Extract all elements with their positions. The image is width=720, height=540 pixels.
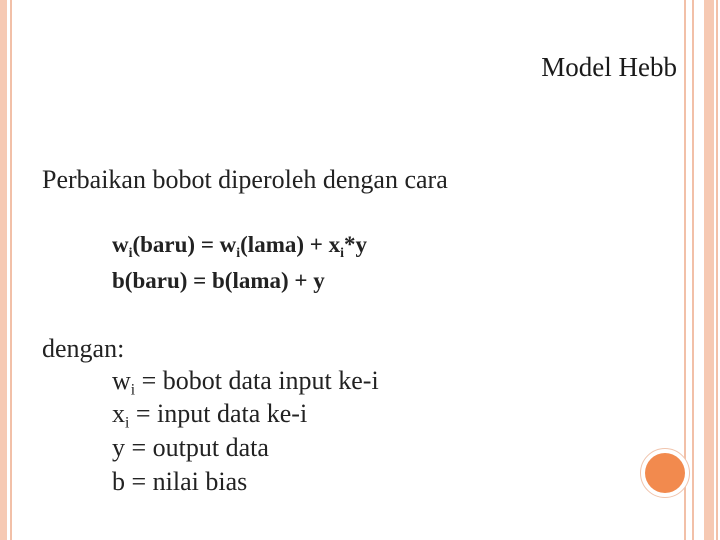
definition-text: = input data ke-i xyxy=(129,399,308,428)
intro-text: Perbaikan bobot diperoleh dengan cara xyxy=(42,165,448,194)
formula-part: *y xyxy=(343,232,367,257)
left-border-line xyxy=(10,0,12,540)
definition-bias: b = nilai bias xyxy=(112,467,248,496)
definition-subscript: i xyxy=(130,381,136,399)
decorative-circle-icon xyxy=(645,453,685,493)
formula-subscript: i xyxy=(128,244,133,260)
definition-symbol: w xyxy=(112,366,131,395)
definition-symbol: x xyxy=(112,399,125,428)
slide-title: Model Hebb xyxy=(541,52,677,82)
formula-part: (baru) = w xyxy=(132,232,237,257)
definition-output: y = output data xyxy=(112,433,269,462)
formula-weight-update xyxy=(112,232,367,258)
dengan-label: dengan: xyxy=(42,334,125,363)
formula-subscript: i xyxy=(236,244,241,260)
definition-weight xyxy=(112,366,379,399)
right-border-line-2 xyxy=(692,0,694,540)
right-border-stripe xyxy=(704,0,714,540)
formula-bias-update: b(baru) = b(lama) + y xyxy=(112,268,325,293)
left-border-stripe xyxy=(0,0,7,540)
definition-subscript: i xyxy=(125,414,130,432)
right-border-edge xyxy=(716,0,718,540)
formula-part: (lama) + x xyxy=(240,232,341,257)
definition-text: = bobot data input ke-i xyxy=(135,366,379,395)
definition-input xyxy=(112,399,308,432)
formula-subscript: i xyxy=(340,244,344,260)
formula-w: w xyxy=(112,232,129,257)
